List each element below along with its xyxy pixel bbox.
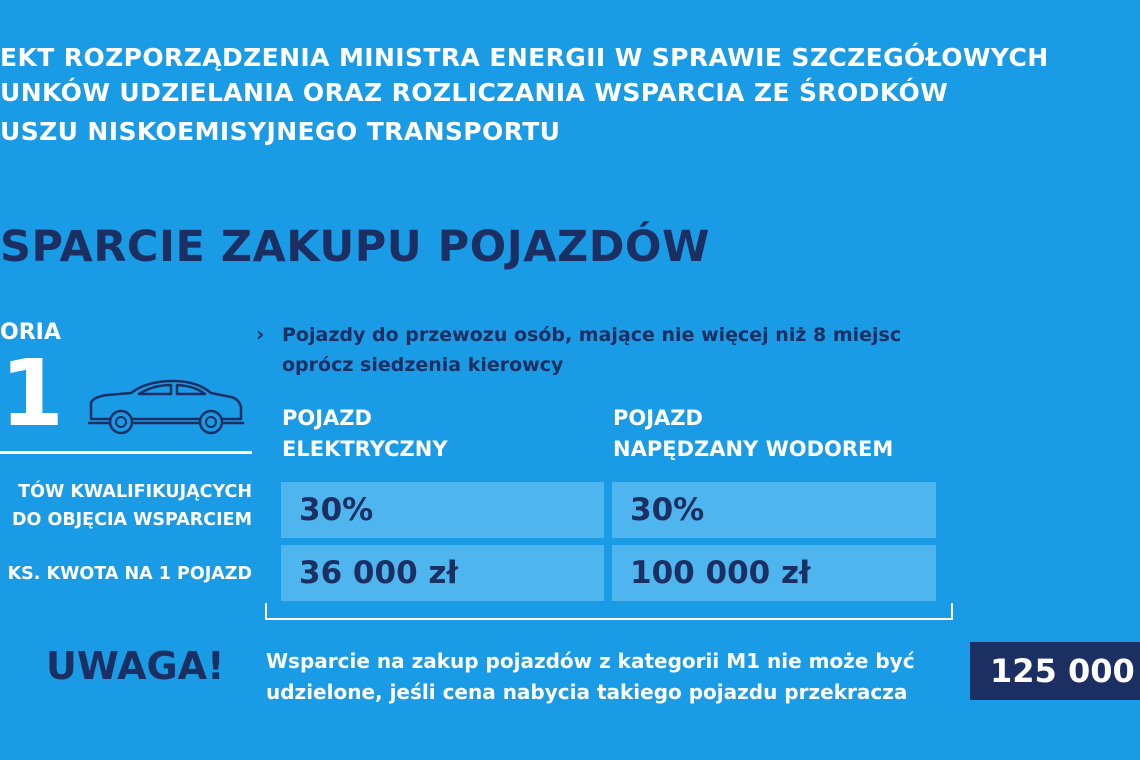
column-1-header xyxy=(282,403,448,465)
price-value: 125 000 xyxy=(990,652,1135,690)
warning-text-line-1: Wsparcie na zakup pojazdów z kategorii M1 nie może być xyxy=(266,649,915,673)
cell-hydrogen-amount-value: 100 000 zł xyxy=(630,555,811,591)
category-label: ORIA xyxy=(0,320,61,345)
warning-text-line-2: udzielone, jeśli cena nabycia takiego pojazdu przekracza xyxy=(266,680,908,704)
cell-electric-amount-value: 36 000 zł xyxy=(299,555,458,591)
description-line-1: Pojazdy do przewozu osób, mające nie więcej niż 8 miejsc xyxy=(282,324,902,346)
cell-electric-percent xyxy=(281,482,604,538)
table-bracket xyxy=(264,601,956,623)
category-code: 1 xyxy=(0,340,65,447)
column-2-header-line-1: POJAZD xyxy=(613,406,703,430)
column-1-header-line-1: POJAZD xyxy=(282,406,372,430)
row-1-label-line-1: TÓW KWALIFIKUJĄCYCH xyxy=(18,482,252,502)
chevron-right-icon: › xyxy=(256,322,265,346)
section-title: SPARCIE ZAKUPU POJAZDÓW xyxy=(0,222,710,272)
cell-electric-percent-value: 30% xyxy=(299,492,374,528)
cell-hydrogen-amount xyxy=(612,545,936,601)
column-1-header-line-2: ELEKTRYCZNY xyxy=(282,437,448,461)
warning-title: UWAGA! xyxy=(46,644,225,688)
header-line-1: EKT ROZPORZĄDZENIA MINISTRA ENERGII W SPRAWIE SZCZEGÓŁOWYCH xyxy=(0,43,1049,72)
cell-electric-amount xyxy=(281,545,604,601)
header-line-3: USZU NISKOEMISYJNEGO TRANSPORTU xyxy=(0,117,561,146)
header-line-2: UNKÓW UDZIELANIA ORAZ ROZLICZANIA WSPARCIA ZE ŚRODKÓW xyxy=(0,78,949,107)
cell-hydrogen-percent-value: 30% xyxy=(630,492,705,528)
row-2-label: KS. KWOTA NA 1 POJAZD xyxy=(7,564,252,584)
column-2-header-line-2: NAPĘDZANY WODOREM xyxy=(613,437,894,461)
row-1-label-line-2: DO OBJĘCIA WSPARCIEM xyxy=(11,510,252,530)
price-box xyxy=(970,642,1140,700)
category-divider xyxy=(0,451,252,454)
column-2-header xyxy=(613,403,893,465)
cell-hydrogen-percent xyxy=(612,482,936,538)
description-line-2: oprócz siedzenia kierowcy xyxy=(282,354,564,376)
car-icon xyxy=(85,373,245,439)
